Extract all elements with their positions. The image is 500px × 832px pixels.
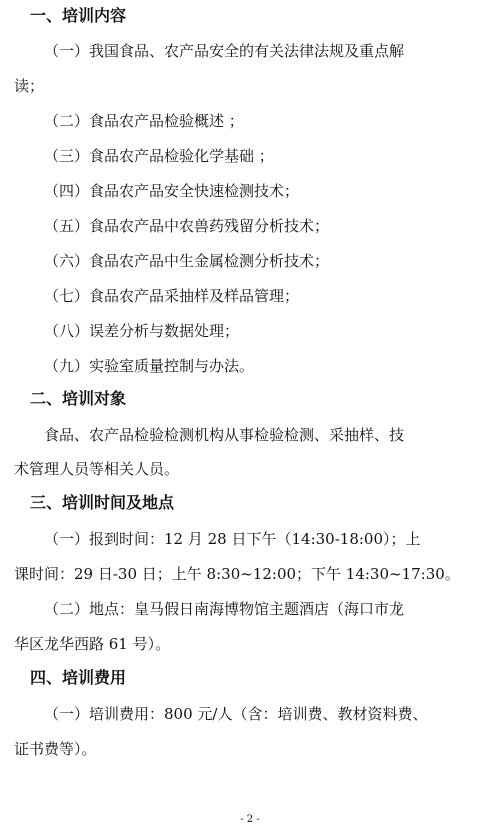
list-item-continuation: 读； <box>14 77 45 95</box>
page-number: - 2 - <box>240 814 260 825</box>
paragraph-line: （二）地点：皇马假日南海博物馆主题酒店（海口市龙 <box>44 600 405 618</box>
paragraph-line: 证书费等）。 <box>14 740 97 758</box>
section-heading-3: 三、培训时间及地点 <box>30 493 175 512</box>
paragraph-line: （一）报到时间：12 月 28 日下午（14:30-18:00）；上 <box>44 530 421 548</box>
section-heading-4: 四、培训费用 <box>30 668 127 687</box>
paragraph-line: 课时间：29 日-30 日；上午 8:30~12:00；下午 14:30~17:30。 <box>14 565 460 583</box>
list-item: （九）实验室质量控制与办法。 <box>44 357 255 375</box>
paragraph-line: 术管理人员等相关人员。 <box>14 460 180 478</box>
list-item: （一）我国食品、农产品安全的有关法律法规及重点解 <box>44 42 405 60</box>
section-heading-1: 一、培训内容 <box>30 6 127 25</box>
list-item: （二）食品农产品检验概述 ； <box>44 112 244 130</box>
list-item: （八）误差分析与数据处理； <box>44 322 240 340</box>
list-item: （五）食品农产品中农兽药残留分析技术； <box>44 217 330 235</box>
paragraph-line: （一）培训费用：800 元/人（含：培训费、教材资料费、 <box>44 705 428 723</box>
paragraph-line: 食品、农产品检验检测机构从事检验检测、采抽样、技 <box>44 426 405 444</box>
list-item: （六）食品农产品中生金属检测分析技术； <box>44 252 330 270</box>
list-item: （三）食品农产品检验化学基础 ； <box>44 147 274 165</box>
list-item: （四）食品农产品安全快速检测技术； <box>44 182 300 200</box>
list-item: （七）食品农产品采抽样及样品管理； <box>44 287 300 305</box>
section-heading-2: 二、培训对象 <box>30 389 127 408</box>
paragraph-line: 华区龙华西路 61 号）。 <box>14 635 171 653</box>
